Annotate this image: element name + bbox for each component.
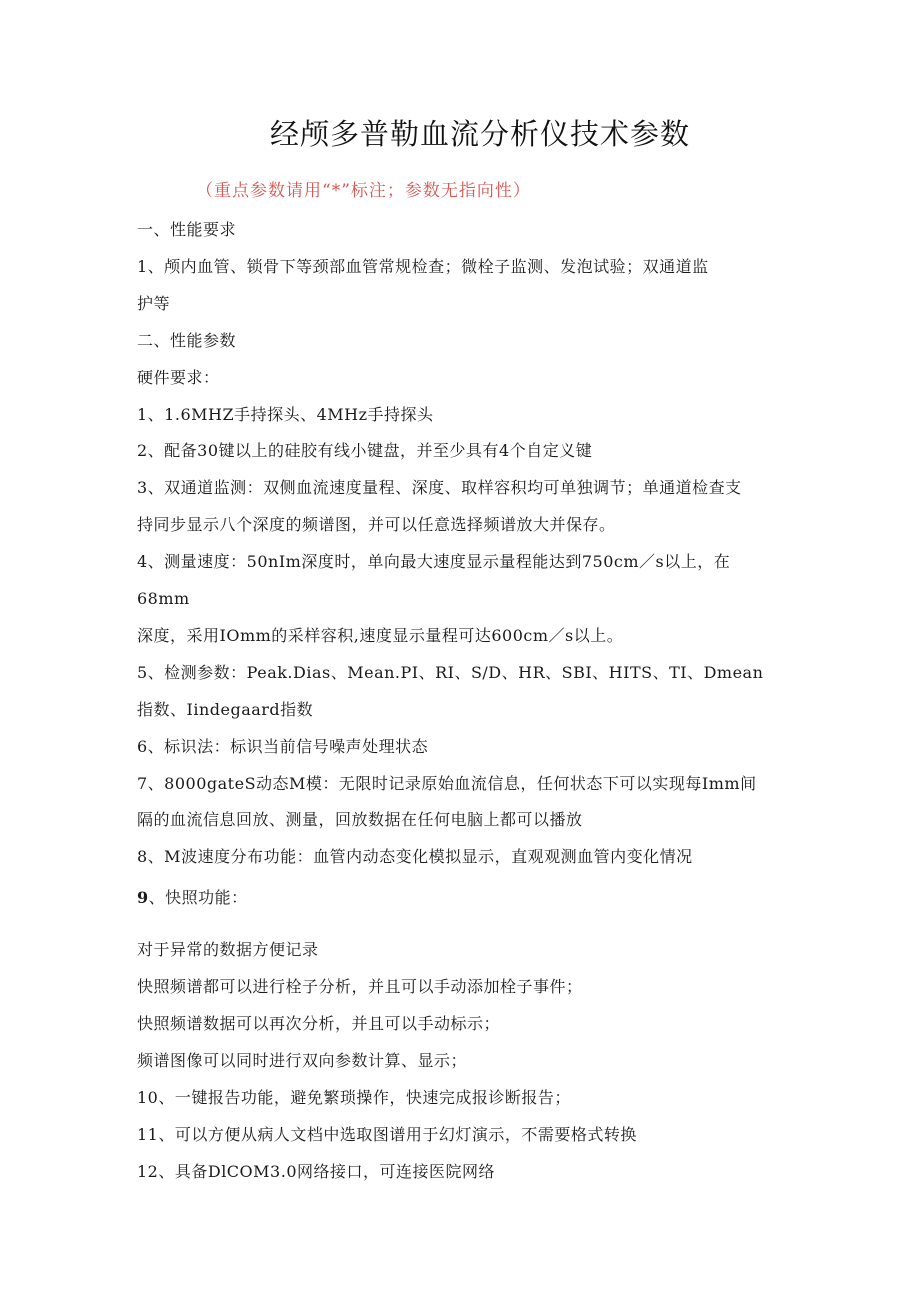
parameter-note: （重点参数请用“*”标注；参数无指向性） [196,181,531,201]
list-item: 11、可以方便从病人文档中选取图谱用于幻灯演示，不需要格式转换 [137,1125,637,1144]
list-item-continuation: 68mm [137,589,190,608]
list-item-continuation: 护等 [137,294,171,313]
list-item-label: 、快照功能： [148,888,248,907]
section-heading: 二、性能参数 [137,331,237,350]
list-item-detail: 快照频谱数据可以再次分析，并且可以手动标示； [137,1014,501,1033]
list-item-detail: 频谱图像可以同时进行双向参数计算、显示； [137,1051,468,1070]
list-item: 3、双通道监测：双侧血流速度量程、深度、取样容积均可单独调节；单通道检查支 [137,478,742,497]
list-item: 5、检测参数：Peak.Dias、Mean.PI、RI、S/D、HR、SBI、HITS、TI、Dmean [137,663,764,682]
list-item-detail: 对于异常的数据方便记录 [137,940,319,959]
list-item-continuation: 隔的血流信息回放、测量，回放数据在任何电脑上都可以播放 [137,810,583,829]
subsection-heading: 硬件要求： [137,368,220,387]
list-item-continuation: 持同步显示八个深度的频谱图，并可以任意选择频谱放大并保存。 [137,515,616,534]
list-item: 7、8000gateS动态M模：无限时记录原始血流信息，任何状态下可以实现每Imm间 [137,774,757,793]
list-item-continuation: 指数、Iindegaard指数 [137,700,314,719]
list-item: 1、颅内血管、锁骨下等颈部血管常规检查；微栓子监测、发泡试验；双通道监 [137,257,709,276]
list-item: 1、1.6MHZ手持探头、4MHz手持探头 [137,405,434,424]
list-item-continuation: 深度，采用IOmm的采样容积,速度显示量程可达600cm／s以上。 [137,626,624,645]
list-item: 4、测量速度：50nIm深度时，单向最大速度显示量程能达到750cm／s以上，在 [137,552,731,571]
list-item: 6、标识法：标识当前信号噪声处理状态 [137,737,429,756]
list-item: 10、一键报告功能，避免繁琐操作，快速完成报诊断报告； [137,1088,571,1107]
list-item: 2、配备30键以上的硅胶有线小键盘，并至少具有4个自定义键 [137,441,593,460]
document-title: 经颅多普勒血流分析仪技术参数 [269,117,690,151]
list-item-snapshot [137,888,837,908]
list-item: 12、具备DlCOM3.0网络接口，可连接医院网络 [137,1162,495,1181]
item-number: 9 [137,888,149,907]
list-item: 8、M波速度分布功能：血管内动态变化模拟显示，直观观测血管内变化情况 [137,847,693,866]
list-item-detail: 快照频谱都可以进行栓子分析，并且可以手动添加栓子事件； [137,977,583,996]
section-heading: 一、性能要求 [137,220,237,239]
